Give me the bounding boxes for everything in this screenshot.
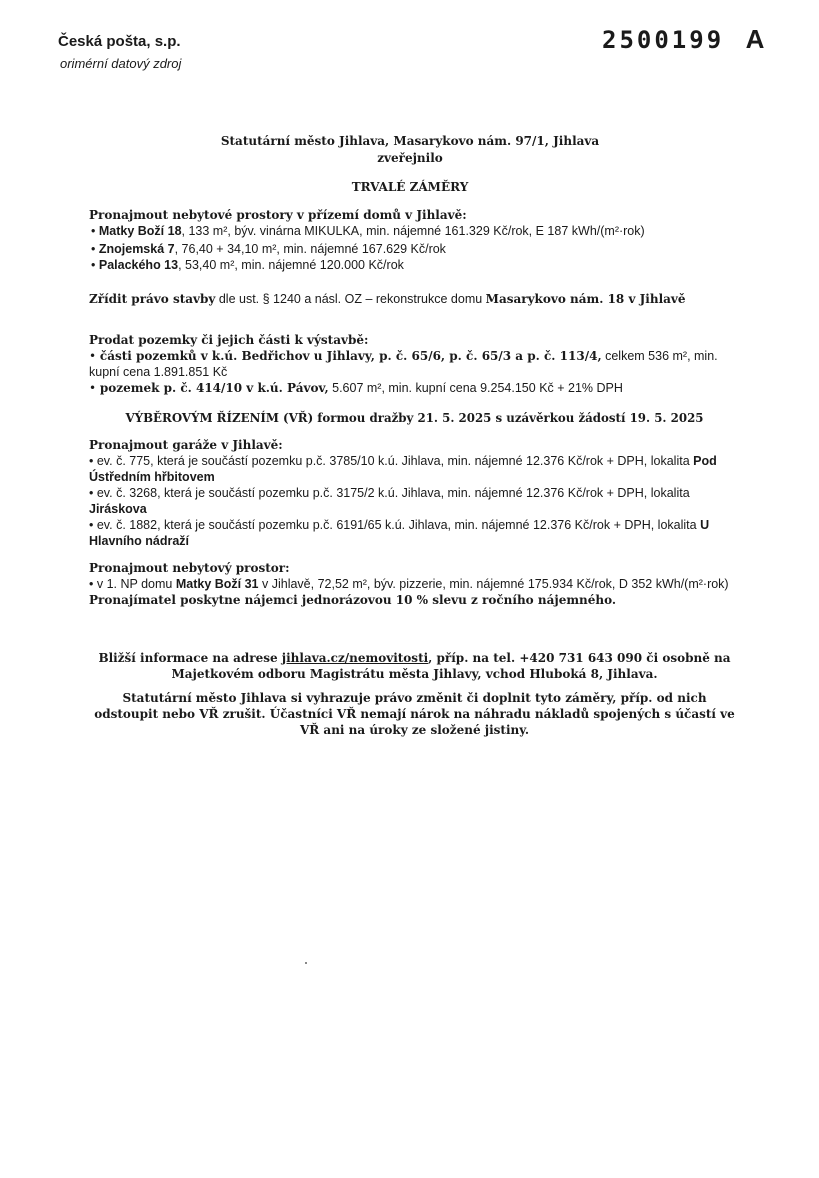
source-label: orimérní datový zdroj bbox=[60, 56, 182, 71]
document-number-suffix: A bbox=[745, 24, 765, 54]
lease-address: Znojemská 7 bbox=[98, 242, 175, 256]
lease-heading: Pronajmout nebytové prostory v přízemí domů v Jihlavě: bbox=[89, 208, 467, 222]
document-number bbox=[602, 24, 764, 55]
lease-details: , 53,40 m², min. nájemné 120.000 Kč/rok bbox=[178, 258, 404, 272]
contact-prefix: Bližší informace na adrese bbox=[98, 651, 282, 665]
space-address: Matky Boží 31 bbox=[175, 577, 259, 591]
build-right-section bbox=[89, 291, 731, 307]
sell-section bbox=[89, 332, 731, 396]
publisher-line: Statutární město Jihlava, Masarykovo nám. 97/1, Jihlava bbox=[220, 134, 600, 148]
list-item: • Znojemská 7, 76,40 + 34,10 m², min. nájemné 167.629 Kč/rok bbox=[91, 242, 446, 256]
contact-info bbox=[92, 650, 737, 682]
permanent-title: TRVALÉ ZÁMĚRY bbox=[351, 180, 469, 194]
garage-details: ev. č. 775, která je součástí pozemku p.č. 3785/10 k.ú. Jihlava, min. nájemné 12.376 Kč/rok + DPH, lokalita bbox=[96, 454, 694, 468]
list-item: • ev. č. 3268, která je součástí pozemku p.č. 3175/2 k.ú. Jihlava, min. nájemné 12.376 Kč/rok + DPH, lokalita Jiráskova bbox=[89, 486, 690, 516]
build-right-text: dle ust. § 1240 a násl. OZ – rekonstrukce domu bbox=[215, 292, 486, 306]
lease-address: Palackého 13 bbox=[98, 258, 179, 272]
list-item: • Matky Boží 18, 133 m², býv. vinárna MIKULKA, min. nájemné 161.329 Kč/rok, E 187 kWh/(m²·rok) bbox=[91, 224, 645, 238]
lease-details: , 133 m², býv. vinárna MIKULKA, min. nájemné 161.329 Kč/rok, E 187 kWh/(m²·rok) bbox=[181, 224, 645, 238]
publisher-heading bbox=[150, 133, 670, 167]
tender-title: VÝBĚROVÝM ŘÍZENÍM (VŘ) formou dražby 21. 5. 2025 s uzávěrkou žádostí 19. 5. 2025 bbox=[125, 411, 704, 425]
sell-parcel: části pozemků v k.ú. Bedřichov u Jihlavy, p. č. 65/6, p. č. 65/3 a p. č. 113/4, bbox=[99, 349, 602, 363]
document-number-digits: 2500199 bbox=[602, 26, 725, 54]
info-link[interactable]: jihlava.cz/nemovitosti bbox=[281, 651, 429, 665]
sell-heading: Prodat pozemky či jejich části k výstavbě: bbox=[89, 333, 369, 347]
list-item: • ev. č. 1882, která je součástí pozemku p.č. 6191/65 k.ú. Jihlava, min. nájemné 12.376 Kč/rok + DPH, lokalita U Hlavního nádraží bbox=[89, 518, 710, 548]
build-right-address: Masarykovo nám. 18 v Jihlavě bbox=[485, 292, 686, 306]
garage-section bbox=[89, 437, 731, 549]
list-item: • pozemek p. č. 414/10 v k.ú. Pávov, 5.607 m², min. kupní cena 9.254.150 Kč + 21% DPH bbox=[89, 381, 623, 395]
garage-locality: Jiráskova bbox=[89, 502, 147, 516]
list-item: • v 1. NP domu Matky Boží 31 v Jihlavě, 72,52 m², býv. pizzerie, min. nájemné 175.934 Kč/rok, D 352 kWh/(m²·rok) bbox=[89, 577, 729, 591]
lease-section bbox=[89, 207, 731, 273]
disclaimer: Statutární město Jihlava si vyhrazuje právo změnit či doplnit tyto záměry, příp. od nich odstoupit nebo VŘ zrušit. Účastníci VŘ nemají nárok na náhradu nákladů spojených s účastí ve VŘ ani na úroky ze složené jistiny. bbox=[94, 691, 735, 737]
garage-heading: Pronajmout garáže v Jihlavě: bbox=[89, 438, 283, 452]
garage-details: ev. č. 1882, která je součástí pozemku p.č. 6191/65 k.ú. Jihlava, min. nájemné 12.376 Kč/rok + DPH, lokalita bbox=[96, 518, 701, 532]
lease-address: Matky Boží 18 bbox=[98, 224, 182, 238]
list-item: • ev. č. 775, která je součástí pozemku p.č. 3785/10 k.ú. Jihlava, min. nájemné 12.376 Kč/rok + DPH, lokalita Pod Ústředním hřbitovem bbox=[89, 454, 717, 484]
space-heading: Pronajmout nebytový prostor: bbox=[89, 561, 290, 575]
contact-details: , příp. na tel. +420 731 643 090 či osobně na Majetkovém odboru Magistrátu města Jihlavy, vchod Hluboká 8, Jihlava. bbox=[171, 651, 731, 681]
space-details: v Jihlavě, 72,52 m², býv. pizzerie, min. nájemné 175.934 Kč/rok, D 352 kWh/(m²·rok) bbox=[258, 577, 729, 591]
sell-parcel: pozemek p. č. 414/10 v k.ú. Pávov, bbox=[99, 381, 329, 395]
publisher-published: zveřejnilo bbox=[377, 151, 443, 165]
sell-details: 5.607 m², min. kupní cena 9.254.150 Kč + 21% DPH bbox=[328, 381, 623, 395]
garage-details: ev. č. 3268, která je součástí pozemku p.č. 3175/2 k.ú. Jihlava, min. nájemné 12.376 Kč/rok + DPH, lokalita bbox=[96, 486, 690, 500]
sell-details: celkem 536 m², min. kupní cena 1.891.851 Kč bbox=[89, 349, 718, 379]
sender-name: Česká pošta, s.p. bbox=[58, 33, 181, 50]
lease-details: , 76,40 + 34,10 m², min. nájemné 167.629 Kč/rok bbox=[174, 242, 446, 256]
space-section bbox=[89, 560, 731, 608]
garage-locality: Pod Ústředním hřbitovem bbox=[89, 454, 717, 484]
list-item: • Palackého 13, 53,40 m², min. nájemné 120.000 Kč/rok bbox=[91, 258, 404, 272]
build-right-label: Zřídit právo stavby bbox=[89, 292, 216, 306]
discount-note: Pronajímatel poskytne nájemci jednorázovou 10 % slevu z ročního nájemného. bbox=[89, 593, 617, 607]
list-item: • části pozemků v k.ú. Bedřichov u Jihlavy, p. č. 65/6, p. č. 65/3 a p. č. 113/4, celkem 536 m², min. kupní cena 1.891.851 Kč bbox=[89, 349, 718, 379]
garage-locality: U Hlavního nádraží bbox=[89, 518, 710, 548]
space-prefix: v 1. NP domu bbox=[96, 577, 176, 591]
scan-speck bbox=[305, 962, 307, 964]
lease-list bbox=[91, 223, 731, 273]
